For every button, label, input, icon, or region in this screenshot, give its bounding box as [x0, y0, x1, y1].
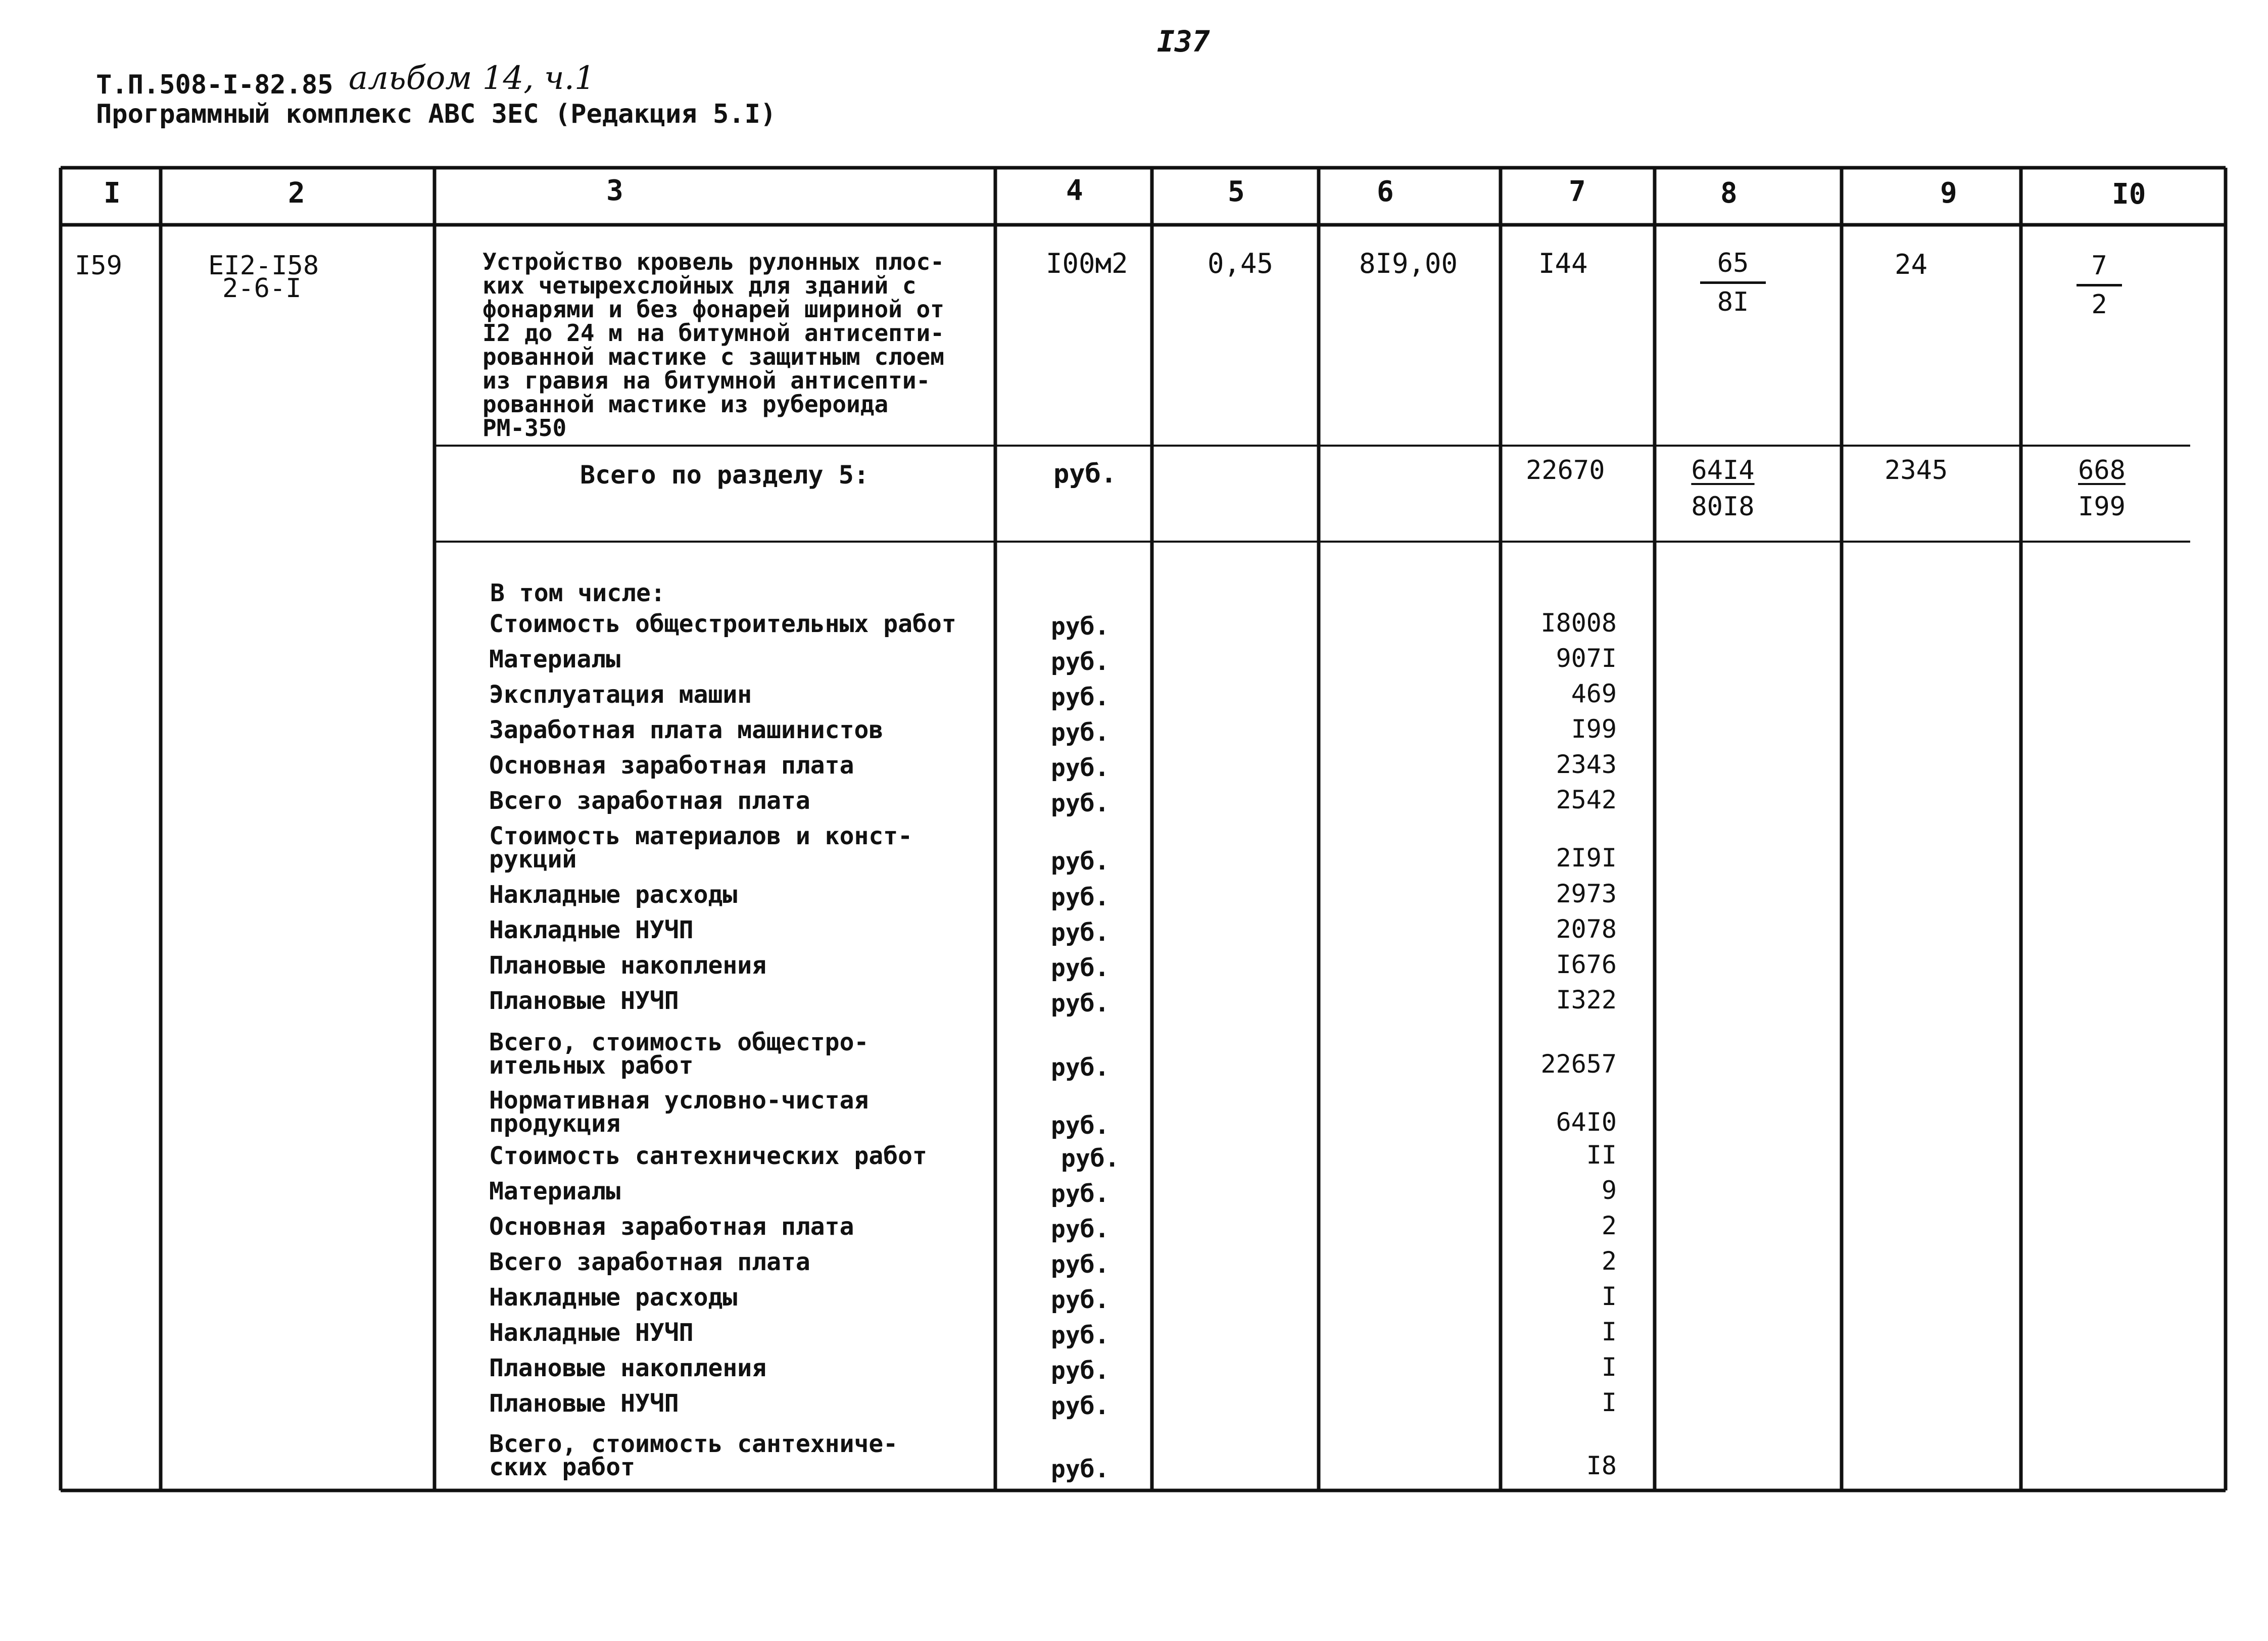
breakdown-value: I — [1601, 1317, 1617, 1346]
document-code: Т.П.508-I-82.85 — [96, 70, 333, 100]
breakdown-unit: руб. — [1051, 1053, 1109, 1082]
breakdown-value: 907I — [1556, 644, 1617, 673]
column-header-9: 9 — [1940, 177, 1957, 210]
breakdown-unit: руб. — [1051, 612, 1109, 641]
breakdown-unit: руб. — [1051, 847, 1109, 876]
breakdown-unit: руб. — [1051, 1286, 1109, 1314]
breakdown-label: Плановые накопления — [489, 1354, 767, 1382]
item-quantity: 0,45 — [1208, 248, 1274, 279]
breakdown-label: Плановые НУЧП — [489, 987, 679, 1015]
breakdown-unit: руб. — [1051, 954, 1109, 982]
breakdown-label: Материалы — [489, 1177, 621, 1205]
album-handwritten-note: альбом 14, ч.1 — [349, 60, 595, 97]
breakdown-label: Накладные НУЧП — [489, 1319, 694, 1347]
item-number: I59 — [75, 251, 122, 281]
column-header-4: 4 — [1066, 174, 1083, 207]
breakdown-unit: руб. — [1051, 1250, 1109, 1279]
breakdown-value: 2 — [1601, 1246, 1617, 1276]
breakdown-unit: руб. — [1051, 989, 1109, 1018]
breakdown-label: Всего заработная плата — [489, 1248, 810, 1276]
breakdown-label: Плановые НУЧП — [489, 1389, 679, 1418]
item-total-cost: I44 — [1538, 248, 1588, 279]
item-col8-bottom: 8I — [1717, 287, 1749, 317]
breakdown-value: 2343 — [1556, 750, 1617, 779]
breakdown-value: 2 — [1601, 1211, 1617, 1240]
breakdown-label: Накладные НУЧП — [489, 916, 694, 944]
column-header-7: 7 — [1569, 175, 1586, 208]
item-col10-fraction — [2077, 253, 2122, 318]
breakdown-label: Материалы — [489, 645, 621, 673]
item-description: Устройство кровель рулонных плос- ких четырехслойных для зданий с фонарями и без фонарей шириной от I2 до 24 м на битумной антисепти- рованной мастике с защитным слоем из гравия на битумной антисепти- рованной мастике из рубероида РМ-350 — [482, 248, 944, 442]
breakdown-unit: руб. — [1051, 1455, 1109, 1483]
section-total-label: Всего по разделу 5: — [580, 460, 869, 490]
item-col10-top: 7 — [2077, 253, 2122, 286]
item-code-line1: EI2-I58 — [208, 251, 319, 281]
breakdown-unit: руб. — [1061, 1144, 1120, 1173]
breakdown-label: Основная заработная плата — [489, 751, 854, 780]
breakdown-title: В том числе: — [490, 579, 665, 607]
breakdown-value: 9 — [1601, 1176, 1617, 1205]
item-col8-top: 65 — [1700, 250, 1766, 284]
item-col9: 24 — [1895, 249, 1928, 280]
section-total-col10-top: 668 — [2078, 455, 2126, 486]
column-header-8: 8 — [1720, 177, 1738, 210]
breakdown-unit: руб. — [1051, 1357, 1109, 1385]
breakdown-value: 469 — [1571, 679, 1617, 708]
program-title: Программный комплекс АВС ЗЕС (Редакция 5.I) — [96, 99, 777, 129]
breakdown-unit: руб. — [1051, 718, 1109, 747]
breakdown-value: 2078 — [1556, 914, 1617, 944]
section-total-col8-bottom: 80I8 — [1691, 492, 1755, 522]
column-header-3: 3 — [606, 174, 623, 207]
breakdown-unit: руб. — [1051, 683, 1109, 711]
breakdown-value: II — [1586, 1140, 1617, 1170]
breakdown-value: I322 — [1556, 985, 1617, 1015]
breakdown-unit: руб. — [1051, 1321, 1109, 1349]
breakdown-unit: руб. — [1051, 1112, 1109, 1140]
section-total-col9: 2345 — [1885, 455, 1948, 486]
section-total-col10-fraction — [2069, 457, 2135, 520]
breakdown-value: I676 — [1556, 950, 1617, 979]
breakdown-value: I — [1601, 1388, 1617, 1417]
breakdown-unit: руб. — [1051, 789, 1109, 817]
breakdown-value: 2973 — [1556, 879, 1617, 908]
breakdown-unit: руб. — [1051, 1392, 1109, 1420]
section-total-col8-fraction — [1682, 457, 1763, 520]
breakdown-unit: руб. — [1051, 1180, 1109, 1208]
section-total-col8-top: 64I4 — [1691, 455, 1755, 486]
breakdown-label: Стоимость сантехнических работ — [489, 1142, 927, 1170]
breakdown-value: 22657 — [1540, 1049, 1617, 1079]
column-header-2: 2 — [288, 177, 305, 210]
item-col10-bottom: 2 — [2091, 289, 2107, 320]
breakdown-unit: руб. — [1051, 883, 1109, 911]
item-unit-cost: 8I9,00 — [1359, 248, 1458, 279]
item-code-line2: 2-6-I — [222, 273, 302, 304]
breakdown-label: Нормативная условно-чистая продукция — [489, 1086, 869, 1138]
breakdown-value: I99 — [1571, 714, 1617, 744]
breakdown-unit: руб. — [1051, 754, 1109, 782]
breakdown-unit: руб. — [1051, 919, 1109, 947]
breakdown-value: 64I0 — [1556, 1107, 1617, 1137]
breakdown-value: 2542 — [1556, 785, 1617, 814]
breakdown-label: Накладные расходы — [489, 881, 738, 909]
breakdown-label: Стоимость общестроительных работ — [489, 610, 956, 638]
breakdown-label: Всего заработная плата — [489, 787, 810, 815]
breakdown-value: I — [1601, 1282, 1617, 1311]
column-header-6: 6 — [1377, 175, 1394, 208]
breakdown-label: Всего, стоимость общестро- ительных работ — [489, 1028, 869, 1080]
breakdown-label: Накладные расходы — [489, 1283, 738, 1312]
breakdown-value: I — [1601, 1353, 1617, 1382]
breakdown-label: Стоимость материалов и конст- рукций — [489, 822, 913, 874]
column-header-1: I — [104, 177, 121, 210]
breakdown-value: I8 — [1586, 1451, 1617, 1480]
page-number: I37 — [1157, 24, 1210, 59]
breakdown-label: Эксплуатация машин — [489, 681, 752, 709]
item-unit: I00м2 — [1046, 248, 1128, 279]
section-total-unit: руб. — [1053, 459, 1117, 489]
item-col8-fraction — [1700, 250, 1766, 315]
breakdown-value: 2I9I — [1556, 843, 1617, 873]
breakdown-unit: руб. — [1051, 1215, 1109, 1243]
section-total-cost: 22670 — [1526, 455, 1605, 486]
breakdown-unit: руб. — [1051, 648, 1109, 676]
breakdown-label: Всего, стоимость сантехниче- ских работ — [489, 1430, 898, 1481]
breakdown-value: I8008 — [1540, 608, 1617, 638]
column-header-5: 5 — [1228, 175, 1245, 208]
section-total-col10-bottom: I99 — [2078, 492, 2126, 522]
column-header-10: I0 — [2112, 178, 2146, 211]
breakdown-label: Заработная плата машинистов — [489, 716, 884, 744]
breakdown-label: Основная заработная плата — [489, 1213, 854, 1241]
breakdown-label: Плановые накопления — [489, 951, 767, 980]
